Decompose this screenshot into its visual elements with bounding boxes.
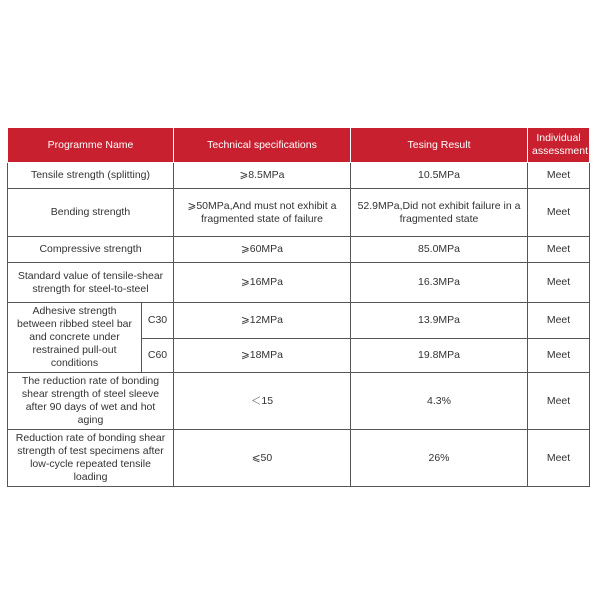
row-assessment: Meet	[528, 303, 590, 339]
row-result: 13.9MPa	[351, 303, 528, 339]
row-assessment: Meet	[528, 163, 590, 189]
row-result: 10.5MPa	[351, 163, 528, 189]
row-assessment: Meet	[528, 263, 590, 303]
row-name: Tensile strength (splitting)	[8, 163, 174, 189]
table-row	[8, 163, 590, 189]
row-result: 19.8MPa	[351, 339, 528, 373]
row-name: The reduction rate of bonding shear strength of steel sleeve after 90 days of wet and hot aging	[8, 373, 174, 430]
row-assessment: Meet	[528, 189, 590, 237]
row-result: 52.9MPa,Did not exhibit failure in a fragmented state	[351, 189, 528, 237]
row-spec: ＜15	[174, 373, 351, 430]
row-assessment: Meet	[528, 373, 590, 430]
row-spec: ⩾50MPa,And must not exhibit a fragmented state of failure	[174, 189, 351, 237]
table-row	[8, 303, 590, 339]
row-assessment: Meet	[528, 237, 590, 263]
row-result: 16.3MPa	[351, 263, 528, 303]
row-assessment: Meet	[528, 430, 590, 487]
row-spec: ⩾12MPa	[174, 303, 351, 339]
row-spec: ⩾8.5MPa	[174, 163, 351, 189]
table-row	[8, 263, 590, 303]
row-sub-grade: C60	[142, 339, 174, 373]
row-spec: ⩾18MPa	[174, 339, 351, 373]
table-header-row	[8, 128, 590, 163]
row-spec: ⩾60MPa	[174, 237, 351, 263]
row-result: 4.3%	[351, 373, 528, 430]
row-name: Adhesive strength between ribbed steel bar and concrete under restrained pull-out conditions	[8, 303, 142, 373]
table-row	[8, 430, 590, 487]
row-name: Reduction rate of bonding shear strength of test specimens after low-cycle repeated tensile loading	[8, 430, 174, 487]
header-programme-name: Programme Name	[8, 128, 174, 163]
row-name: Bending strength	[8, 189, 174, 237]
table-row	[8, 237, 590, 263]
header-testing-result: Tesing Result	[351, 128, 528, 163]
table-row	[8, 373, 590, 430]
header-individual-assessment: Individual assessment	[528, 128, 590, 163]
table-row	[8, 189, 590, 237]
row-result: 85.0MPa	[351, 237, 528, 263]
specification-table	[7, 127, 590, 487]
row-name: Compressive strength	[8, 237, 174, 263]
row-spec: ⩾16MPa	[174, 263, 351, 303]
row-spec: ⩽50	[174, 430, 351, 487]
row-name: Standard value of tensile-shear strength for steel-to-steel	[8, 263, 174, 303]
row-sub-grade: C30	[142, 303, 174, 339]
header-technical-specifications: Technical specifications	[174, 128, 351, 163]
row-assessment: Meet	[528, 339, 590, 373]
row-result: 26%	[351, 430, 528, 487]
